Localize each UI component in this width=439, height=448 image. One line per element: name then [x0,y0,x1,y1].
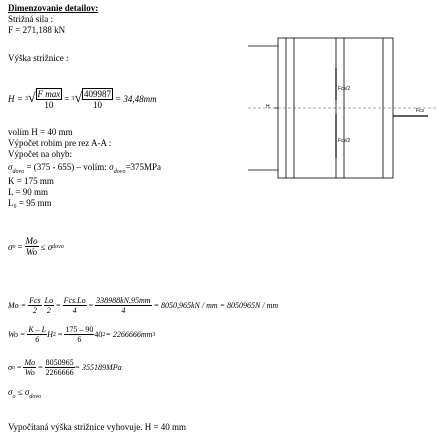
height-fraction-2: $\frac{409987}{10}$ [84,89,112,110]
height-formula: H = 3 √ $\frac{\text{F max}}{10}$ = 3 √ $\frac{409987}{10}$ = 34,48mm [8,89,157,110]
heading: Dimenzovanie detailov: [8,3,99,13]
die-drawing [248,8,438,198]
root-index-2: 3 [71,96,75,102]
stress-result-formula: σ o = $\frac{Mo}{Wo}$ = $\frac{8050965}{2266666}$ = 355189MPa [8,358,122,377]
height-result: = 34,48mm [115,94,157,104]
height-title: Výška strižnice : [8,53,69,63]
height-lhs: H = [8,94,23,104]
stress-comparison: $\sigma_o \le \sigma_{dovo}$ [8,387,42,400]
root-sign-2: √ [74,91,83,106]
root-sign: √ [27,91,36,106]
shear-force-label: Strižná sila : [8,14,53,24]
height-choice: volím H = 40 mm [8,127,73,137]
height-fraction-1: $\frac{\text{F max}}{10}$ [37,89,61,110]
conclusion: Vypočítaná výška strižnice vyhovuje. H = 40 mm [8,422,187,432]
moment-formula: Mo = $\frac{\text{Fcs}}{2}$ $\frac{Lo}{2}$ = $\frac{\text{Fcs.Lo}}{4}$ = $\frac{338988kN.95mm}{4}$ = 8050,965kN / mm = 8050965N / mm [8,296,279,315]
label-fcs-half-top: Fcs/2 [338,86,351,92]
dim-k: K = 175 mm [8,176,54,186]
label-fcs-half-bottom: Fcs/2 [338,138,351,144]
shear-force-value: F = 271,188 kN [8,25,66,35]
allowable-stress-line: $\sigma_{dovo} = (375 - 655)$ – volím: $\sigma_{dovo}=375MPa$ [8,162,162,175]
label-fcs: Fcs [416,108,425,114]
root-index: 3 [24,96,28,102]
dim-l: L = 90 mm [8,187,48,197]
bending-condition: σ o = $\frac{Mo}{Wo}$ ≤ σ dovo [8,236,64,257]
bending-note: Výpočet na ohyb: [8,149,72,159]
section-note: Výpočet robím pre rez A-A : [8,138,112,148]
section-modulus-formula: Wo = $\frac{K - L}{6}$ H 2 = $\frac{175 - 90}{6}$ 40 2 = 2266666mm 3 [8,325,156,344]
label-h: H [266,104,270,110]
dim-lo: L₀ = 95 mm [8,198,52,208]
